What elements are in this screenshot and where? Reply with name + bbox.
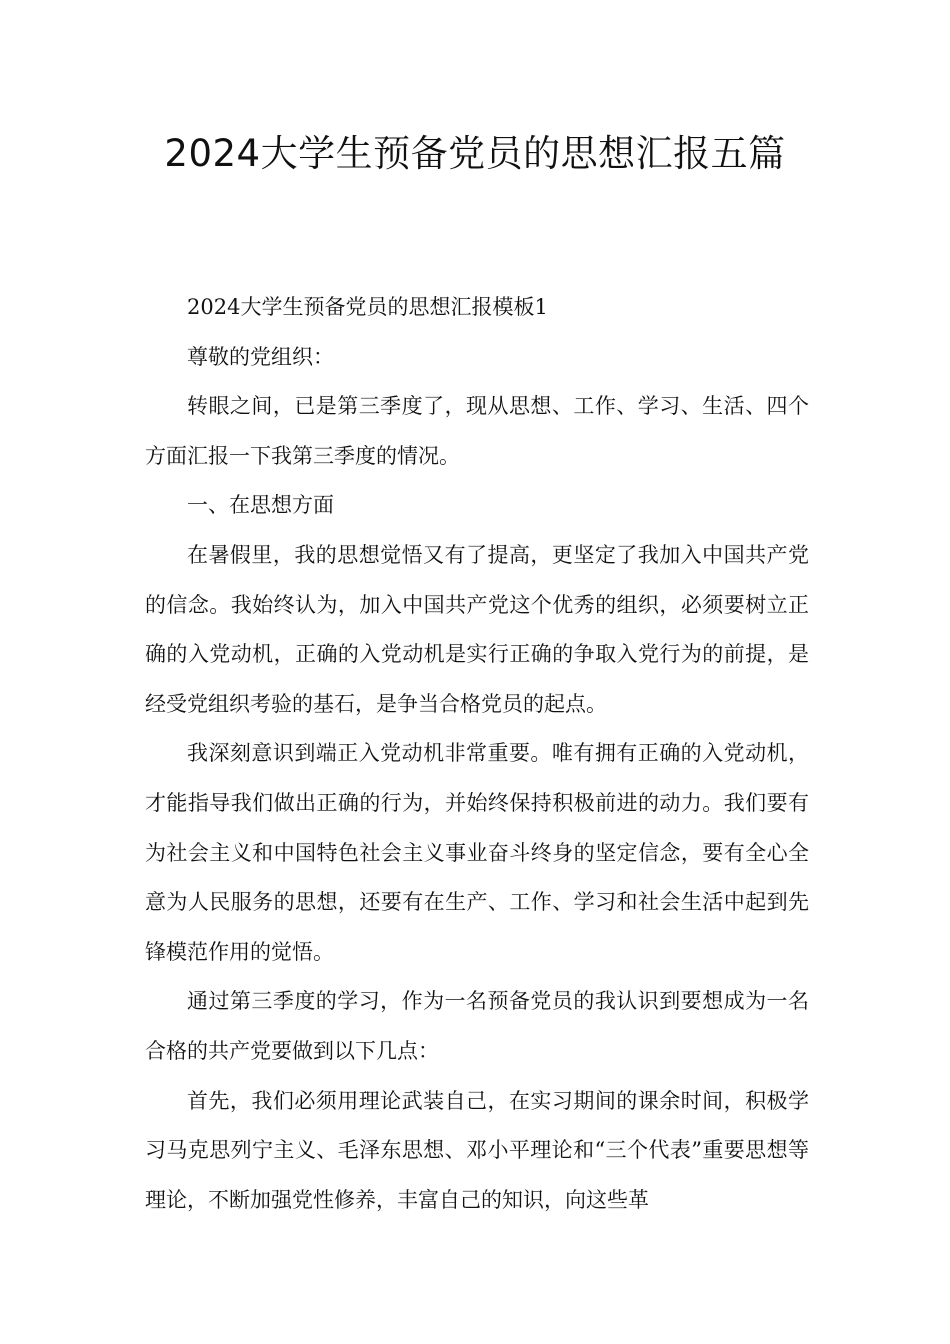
intro-paragraph: 转眼之间，已是第三季度了，现从思想、工作、学习、生活、四个方面汇报一下我第三季度的情况。: [145, 394, 809, 468]
section-heading-thought: 一、在思想方面: [187, 493, 334, 518]
body-paragraph: 在暑假里，我的思想觉悟又有了提高，更坚定了我加入中国共产党的信念。我始终认为，加入中国共产党这个优秀的组织，必须要树立正确的入党动机，正确的入党动机是实行正确的争取入党行为的前提，是经受党组织考验的基石，是争当合格党员的起点。: [145, 542, 809, 716]
template-heading: 2024大学生预备党员的思想汇报模板1: [187, 295, 548, 319]
document-title: 2024大学生预备党员的思想汇报五篇: [164, 132, 786, 175]
salutation: 尊敬的党组织：: [187, 344, 334, 369]
body-paragraph: 我深刻意识到端正入党动机非常重要。唯有拥有正确的入党动机，才能指导我们做出正确的行为，并始终保持积极前进的动力。我们要有为社会主义和中国特色社会主义事业奋斗终身的坚定信念，要有全心全意为人民服务的思想，还要有在生产、工作、学习和社会生活中起到先锋模范作用的觉悟。: [145, 741, 809, 964]
body-paragraph: 通过第三季度的学习，作为一名预备党员的我认识到要想成为一名合格的共产党要做到以下几点：: [145, 989, 809, 1063]
document-body: [145, 283, 809, 1225]
body-paragraph: 首先，我们必须用理论武装自己，在实习期间的课余时间，积极学习马克思列宁主义、毛泽东思想、邓小平理论和“三个代表”重要思想等理论，不断加强党性修养，丰富自己的知识，向这些革: [145, 1088, 809, 1212]
